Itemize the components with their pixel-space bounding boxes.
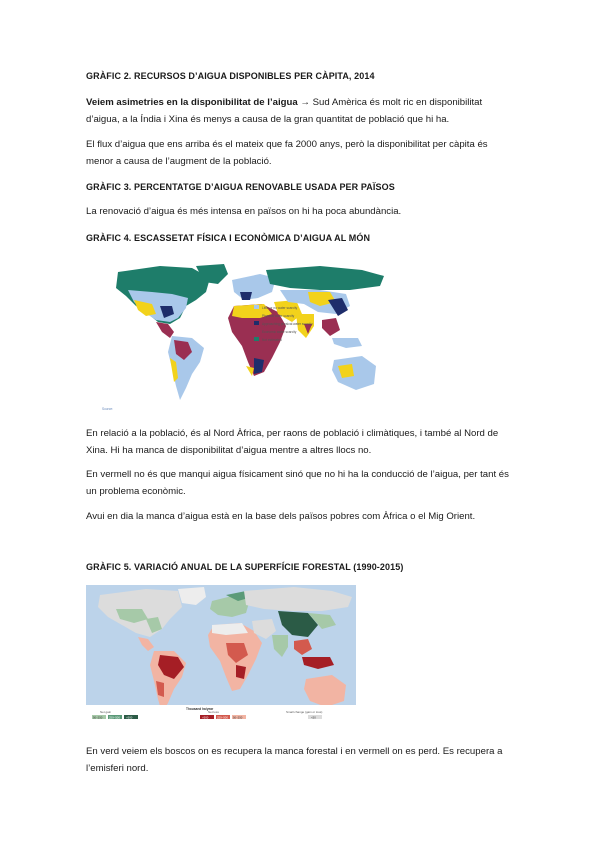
paragraph-g3-1: La renovació d’aigua és més intensa en països on hi ha poca abundància.: [86, 206, 402, 217]
legend-swatch-1: [254, 313, 259, 317]
paragraph-g4-3: Avui en dia la manca d’aigua està en la base dels països pobres com Àfrica o el Mig Orient.: [86, 511, 476, 522]
paragraph-g2-2: El flux d’aigua que ens arriba és el mateix que fa 2000 anys, però la disponibilitat per càpita és menor a causa de l’augment de la població.: [86, 139, 488, 167]
heading-grafic-4: GRÀFIC 4. ESCASSETAT FÍSICA I ECONÒMICA D’AIGUA AL MÓN: [86, 233, 371, 243]
legend-label-2: Approaching physical water scarcity: [262, 322, 313, 326]
legend-gain-label-2: >500: [126, 715, 133, 720]
heading-grafic-3: GRÀFIC 3. PERCENTATGE D’AIGUA RENOVABLE USADA PER PAÏSOS: [86, 182, 395, 192]
paragraph-g5-1: En verd veiem els boscos on es recupera la manca forestal i en vermell on es perd. Es recupera a l’emisferi nord.: [86, 746, 503, 774]
legend-gain-label-0: 50–250: [93, 715, 103, 720]
legend-small-label-0: <50: [311, 715, 316, 720]
forest-change-map: [86, 585, 356, 722]
water-scarcity-map: [100, 262, 396, 412]
legend-swatch-4: [254, 337, 259, 341]
paragraph-g4-1: En relació a la població, és al Nord Àfrica, per raons de població i climàtiques, i també al Nord de Xina. Hi ha manca de disponibilitat d’aigua mentre a altres llocs no.: [86, 428, 499, 456]
paragraph-g4-2: En vermell no és que manqui aigua físicament sinó que no hi ha la conducció de l’aigua, per tant és un problema econòmic.: [86, 469, 509, 497]
paragraph-g2-1: [86, 95, 516, 128]
legend-swatch-0: [254, 305, 259, 309]
legend-label-1: Physical water scarcity: [262, 314, 295, 318]
legend-loss-label-1: 250–500: [217, 715, 228, 720]
map-source-label: Source:: [102, 407, 113, 411]
forest-legend-loss-title: Net loss: [208, 710, 219, 714]
heading-grafic-5: GRÀFIC 5. VARIACIÓ ANUAL DE LA SUPERFÍCIE FORESTAL (1990-2015): [86, 562, 404, 572]
legend-gain-label-1: 250–500: [109, 715, 120, 720]
legend-loss-label-2: 50–250: [233, 715, 243, 720]
legend-label-4: Not estimated: [262, 338, 282, 342]
forest-legend-small-title: Small change (gain or loss): [286, 710, 323, 714]
paragraph-g2-1-rest: Sud Amèrica és molt ric en disponibilitat d’aigua, a la Índia i Xina és menys a causa de la gran quantitat de població que hi ha.: [86, 97, 483, 125]
forest-legend-title: Thousand ha/year: [186, 707, 214, 711]
legend-label-3: Economic water scarcity: [262, 330, 297, 334]
forest-legend-gain-title: Net gain: [100, 710, 112, 714]
heading-grafic-2: GRÀFIC 2. RECURSOS D’AIGUA DISPONIBLES PER CÀPITA, 2014: [86, 71, 375, 81]
legend-swatch-2: [254, 321, 259, 325]
legend-swatch-3: [254, 329, 259, 333]
paragraph-g2-1-lead: Veiem asimetries en la disponibilitat de l’aigua: [86, 97, 298, 108]
arrow-symbol: →: [297, 97, 313, 108]
legend-loss-label-0: >500: [202, 715, 209, 720]
legend-label-0: Little or no water scarcity: [262, 306, 298, 310]
